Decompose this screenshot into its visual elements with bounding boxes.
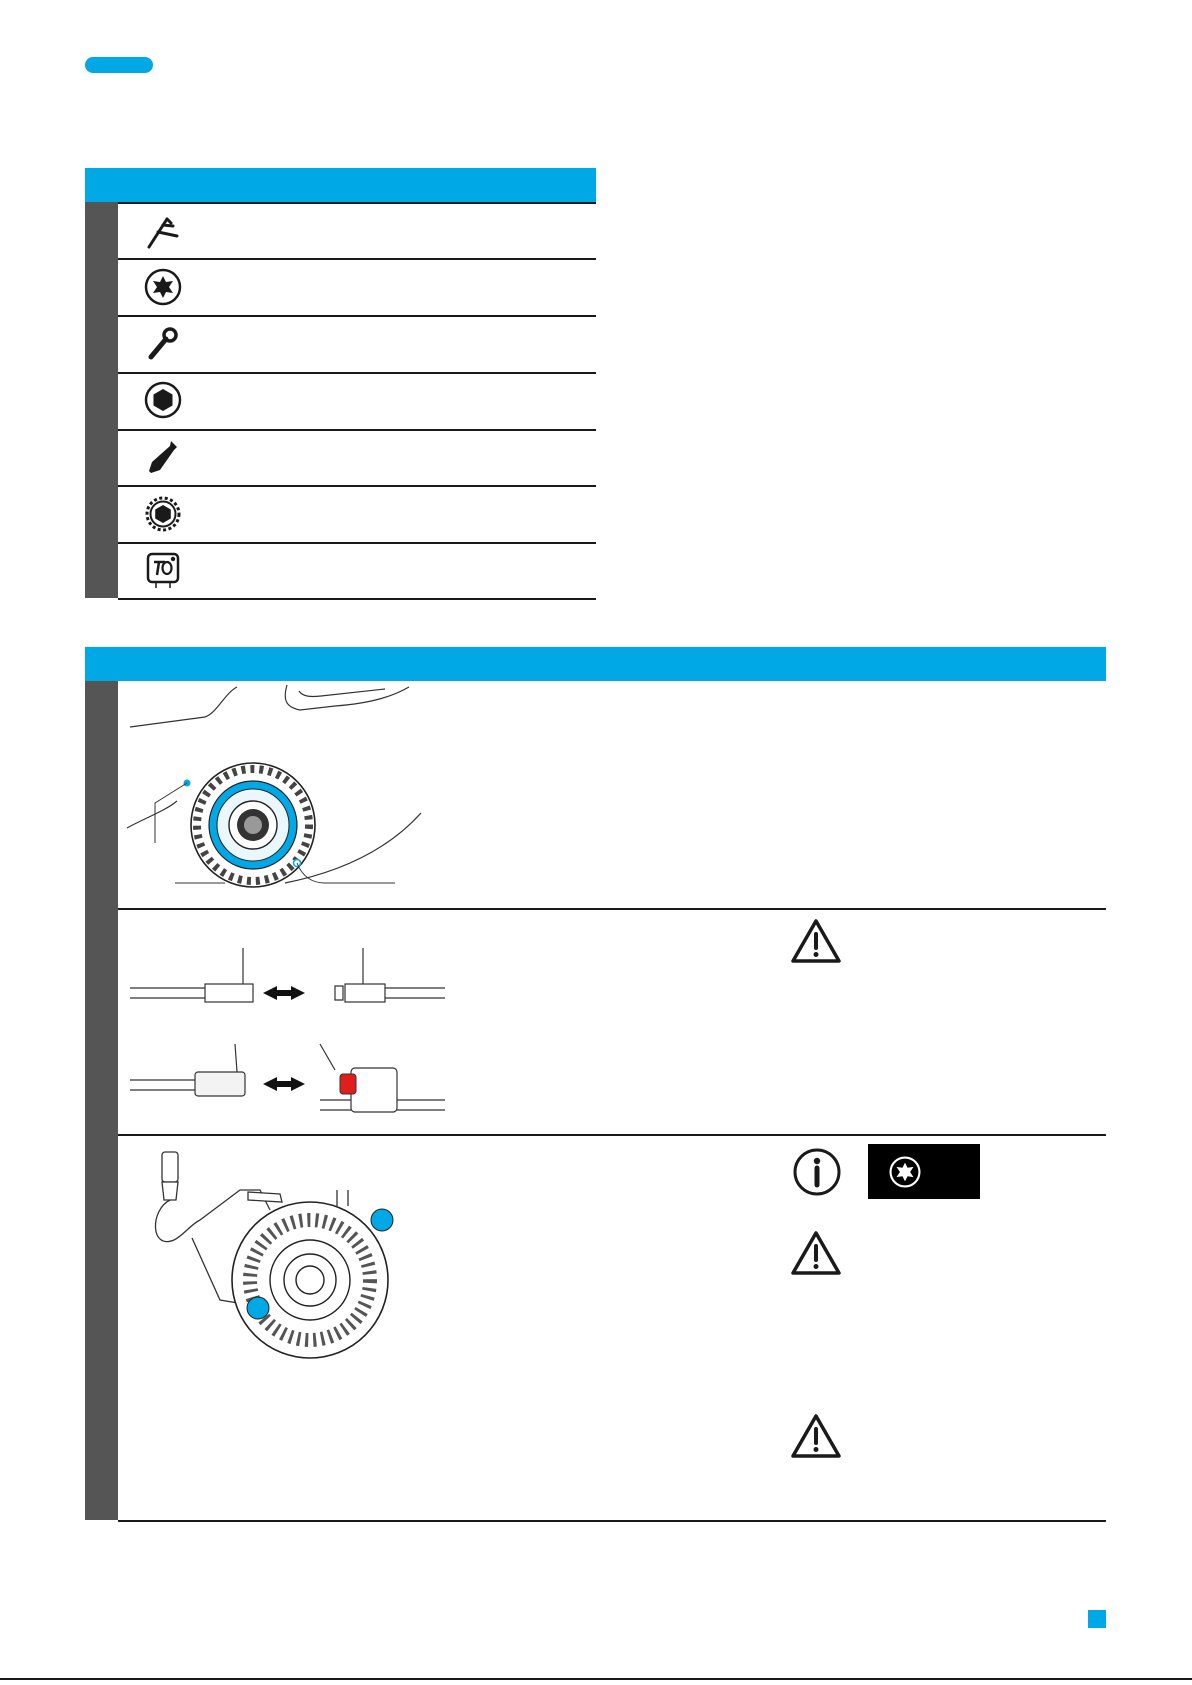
- tools-table-sidebar: [85, 202, 118, 598]
- step-divider: [118, 1134, 1106, 1136]
- chapter-marker: [85, 57, 153, 73]
- open-end-wrench-icon: [143, 324, 183, 364]
- warning-icon: [790, 1230, 842, 1276]
- tools-row-divider: [118, 202, 596, 204]
- tq-service-tool-icon: [143, 551, 183, 591]
- steps-table-sidebar: [85, 681, 118, 1520]
- warning-icon: [790, 1413, 842, 1459]
- warning-icon: [790, 918, 842, 964]
- cable-connector-illustration: [125, 940, 445, 1130]
- tools-row-divider: [118, 485, 596, 487]
- motor-mounting-screws-illustration: [140, 1150, 420, 1360]
- tools-row-divider: [118, 429, 596, 431]
- step-divider: [118, 1520, 1106, 1522]
- tools-table-header: [85, 168, 596, 202]
- page-bottom-rule: [0, 1678, 1192, 1680]
- torx-bit-icon: [888, 1155, 922, 1189]
- torx-bit-spec-box: [868, 1144, 980, 1199]
- lockring-tool-icon: [143, 494, 183, 534]
- hex-socket-icon: [143, 380, 183, 420]
- info-icon: [792, 1147, 842, 1197]
- motor-lockring-illustration: [125, 683, 445, 903]
- tools-row-divider: [118, 372, 596, 374]
- page-corner-marker: [1088, 1610, 1106, 1628]
- tools-row-divider: [118, 258, 596, 260]
- steps-table-header: [85, 647, 1106, 681]
- step-divider: [118, 908, 1106, 910]
- grease-tube-icon: [143, 437, 183, 477]
- tools-row-divider: [118, 542, 596, 544]
- tools-row-divider: [118, 598, 596, 600]
- tools-row-divider: [118, 315, 596, 317]
- torx-bit-icon: [143, 267, 183, 307]
- caliper-icon: [143, 212, 183, 252]
